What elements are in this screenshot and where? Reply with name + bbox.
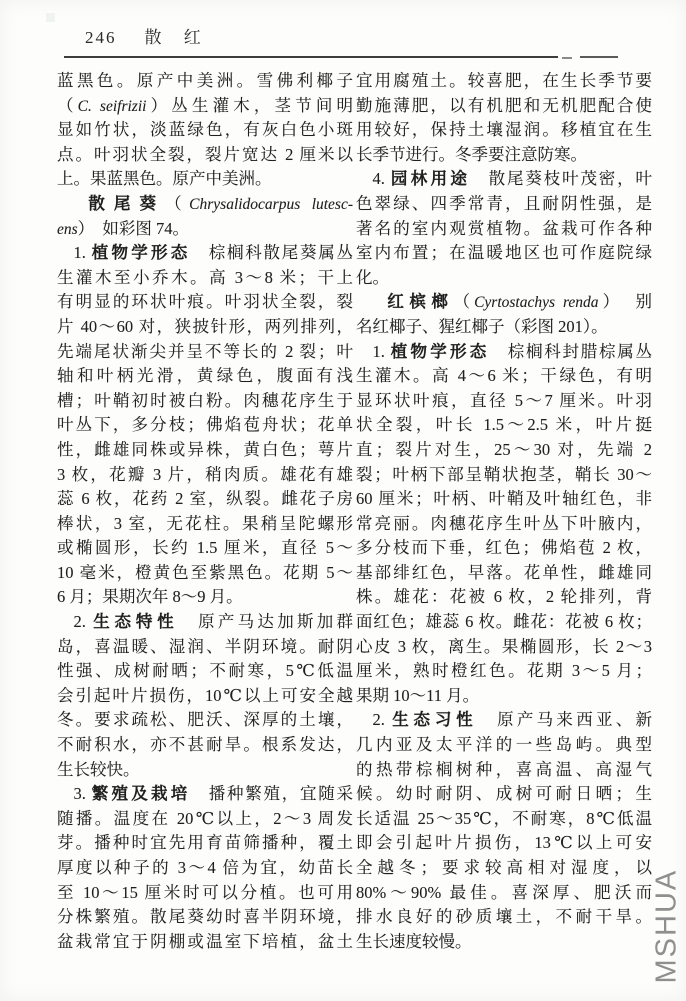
text-line: 叶丛下，多分枝；佛焰苞舟状；花单 — [57, 415, 353, 435]
text-line: 性强、成树耐晒；不耐寒，5℃低温 — [57, 661, 353, 681]
text-line: 上。果蓝黑色。原产中美洲。 — [57, 169, 272, 189]
term-label: 繁殖及栽培 — [91, 784, 191, 804]
text-line: 生灌木至小乔木。高 3～8 米；干上 — [57, 267, 353, 287]
text-line: 常亮丽。肉穗花序生叶丛下叶腋内， — [356, 513, 652, 533]
text-line: 显如竹状，淡蓝绿色，有灰白色小斑 — [57, 120, 353, 140]
term-label: 植物学形态 — [91, 243, 191, 263]
text-line: 或椭圆形，长约 1.5 厘米，直径 5～ — [57, 538, 353, 558]
text-line: 1. 植物学形态 棕榈科散尾葵属丛 — [73, 243, 353, 263]
text-line: 的热带棕榈树种，喜高温、高湿气 — [356, 759, 652, 779]
text-line: 岛，喜温暖、湿润、半阴环境。耐阴 — [57, 636, 353, 656]
text-line: 性，雌雄同株或异株，黄白色；萼片 — [57, 439, 353, 459]
text-line: 1. 植物学形态 棕榈科封腊棕属丛 — [372, 341, 652, 361]
text-line: 厘米，熟时橙红色。花期 3～5 月； — [356, 661, 652, 681]
text-line: 散尾葵（Chrysalidocarpus lutesc- — [88, 193, 353, 213]
text-line: 长适温 25～35℃，不耐寒，8℃低温 — [356, 808, 652, 828]
text-line: 有明显的环状叶痕。叶羽状全裂，裂 — [57, 292, 353, 312]
text-line: ens） 如彩图 74。 — [57, 218, 190, 238]
text-line: 随播。温度在 20℃以上，2～3 周发 — [57, 808, 353, 828]
text-line: 片 40～60 对，狭披针形，两列排列， — [57, 316, 353, 336]
text-line: 蕊 6 枚，花药 2 室，纵裂。雌花子房 — [57, 489, 353, 509]
text-line: 裂；叶柄下部呈鞘状抱茎，鞘长 30～ — [356, 464, 652, 484]
page-number: 246 — [85, 28, 117, 47]
text-line: 显环状叶痕，直径 5～7 厘米。叶羽 — [356, 390, 652, 410]
text-line: 4. 园林用途 散尾葵枝叶茂密，叶 — [372, 169, 652, 189]
header-rule — [64, 56, 558, 58]
text-line: 2. 生态特性 原产马达加斯加群 — [73, 612, 353, 632]
text-line: 面红色；雄蕊 6 枚。雌花：花被 6 枚； — [356, 612, 652, 632]
latin-name: Cyrtostachys renda — [474, 294, 599, 312]
header-rule-fragment — [562, 57, 572, 59]
left-text-column — [57, 69, 353, 954]
text-line: 勤施薄肥，以有机肥和无机肥配合使 — [356, 95, 652, 115]
text-line: 果期 10～11 月。 — [356, 685, 480, 705]
text-line: 生长较快。 — [57, 759, 140, 779]
text-line: 冬。要求疏松、肥沃、深厚的土壤， — [57, 710, 353, 730]
header-rule-segment — [580, 56, 618, 58]
text-line: 轴和叶柄光滑，黄绿色，腹面有浅 — [57, 366, 353, 386]
text-line: 排水良好的砂质壤土，不耐干旱。 — [356, 907, 652, 927]
text-line: 80%～90% 最佳。喜深厚、肥沃而 — [356, 882, 652, 902]
text-line: 室内布置；在温暖地区也可作庭院绿 — [356, 243, 652, 263]
text-line: 心皮 3 枚，离生。果椭圆形，长 2～3 — [356, 636, 652, 656]
term-label: 红槟榔 — [387, 292, 454, 312]
text-line: 色翠绿、四季常青，且耐阴性强，是 — [356, 193, 652, 213]
text-line: 棒状，3 室，无花柱。果稍呈陀螺形 — [57, 513, 353, 533]
text-line: 名红椰子、猩红椰子（彩图 201）。 — [356, 316, 608, 336]
right-text-column — [356, 69, 652, 954]
text-line: 盆栽常宜于阴棚或温室下培植，盆土 — [57, 931, 353, 951]
text-line: 点。叶羽状全裂，裂片宽达 2 厘米以 — [57, 144, 353, 164]
text-line: 会引起叶片损伤，10℃以上可安全越 — [57, 685, 353, 705]
text-line: 宜用腐殖土。较喜肥，在生长季节要 — [356, 71, 652, 90]
term-label: 生态习性 — [392, 710, 478, 730]
text-line: 直；裂片对生，25～30 对，先端 2 — [356, 439, 652, 459]
text-line: 10 毫米，橙黄色至紫黑色。花期 5～ — [57, 562, 353, 582]
text-line: 芽。播种时宜先用育苗筛播种，覆土 — [57, 833, 353, 853]
text-line: 先端尾状渐尖并呈不等长的 2 裂；叶 — [57, 341, 353, 361]
text-line: 60 厘米；叶柄、叶鞘及叶轴红色，非 — [356, 489, 652, 509]
text-line: 分株繁殖。散尾葵幼时喜半阴环境， — [57, 907, 353, 927]
watermark: MSHUA — [650, 868, 683, 984]
text-line: 槽；叶鞘初时被白粉。肉穗花序生于 — [57, 390, 353, 410]
text-line: 生灌木。高 4～6 米；干绿色，有明 — [356, 366, 652, 386]
text-line: 多分枝而下垂，红色；佛焰苞 2 枚， — [356, 538, 652, 558]
text-line: 化。 — [356, 267, 389, 287]
text-line: 3 枚，花瓣 3 片，稍肉质。雄花有雄 — [57, 464, 353, 484]
text-line: 红槟榔（Cyrtostachys renda） 别 — [387, 292, 652, 312]
text-line: 著名的室内观赏植物。盆栽可作各种 — [356, 218, 652, 238]
term-label: 生态特性 — [93, 612, 179, 632]
text-line: 用较好，保持土壤湿润。移植宜在生 — [356, 120, 652, 140]
latin-name: C. seifrizii — [77, 97, 147, 115]
text-line: 蓝黑色。原产中美洲。雪佛利椰子 — [57, 71, 353, 90]
text-line: 即会引起叶片损伤，13℃以上可安 — [356, 833, 652, 853]
text-line: 2. 生态习性 原产马来西亚、新 — [372, 710, 652, 730]
scan-artifact-mark — [46, 13, 55, 22]
text-line: 不耐积水，亦不甚耐旱。根系发达， — [57, 735, 353, 755]
text-line: 厚度以种子的 3～4 倍为宜，幼苗长 — [57, 858, 353, 877]
text-line: 株。雄花：花被 6 枚，2 轮排列，背 — [356, 587, 652, 607]
term-label: 植物学形态 — [390, 341, 490, 361]
running-head-title: 散 红 — [144, 28, 210, 47]
text-line: 状全裂，叶长 1.5～2.5 米，叶片挺 — [356, 415, 652, 435]
text-line: 长季节进行。冬季要注意防寒。 — [356, 144, 587, 164]
text-line: （C. seifrizii）丛生灌木，茎节间明 — [57, 95, 353, 115]
term-label: 散尾葵 — [88, 193, 166, 213]
text-line: 全越冬；要求较高相对湿度，以 — [356, 858, 652, 877]
page-header — [85, 23, 210, 48]
text-line: 至 10～15 厘米时可以分植。也可用 — [57, 882, 353, 902]
text-line: 基部绯红色，早落。花单性，雌雄同 — [356, 562, 652, 582]
text-line: 3. 繁殖及栽培 播种繁殖，宜随采 — [73, 784, 353, 804]
text-line: 候。幼时耐阴、成树可耐日晒；生 — [356, 784, 652, 804]
text-line: 6 月；果期次年 8～9 月。 — [57, 587, 243, 607]
latin-name: Chrysalidocarpus lutesc- — [189, 195, 353, 213]
text-line: 几内亚及太平洋的一些岛屿。典型 — [356, 735, 652, 755]
latin-name: ens — [57, 220, 78, 238]
term-label: 园林用途 — [390, 169, 471, 189]
text-line: 生长速度较慢。 — [356, 931, 472, 951]
